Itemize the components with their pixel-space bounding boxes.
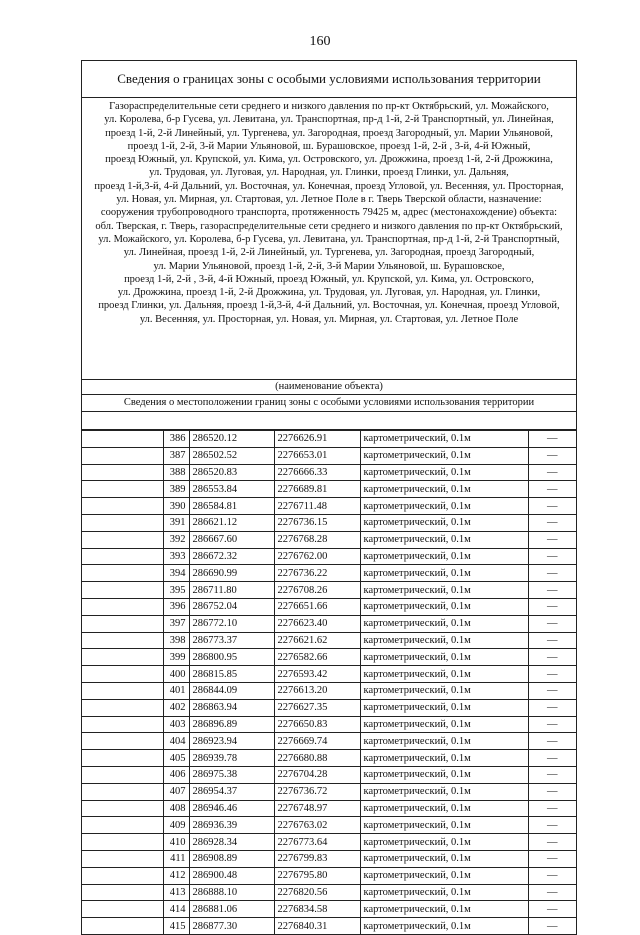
note-cell: — [528,632,576,649]
object-description-line: ул. Марии Ульяновой, проезд 1-й, 2-й, 3-й Марии Ульяновой, ш. Бурашовское, [153,260,505,272]
method-cell: картометрический, 0.1м [360,918,528,935]
table-row [82,867,576,884]
point-number-cell: 393 [163,548,189,565]
blank-cell [82,582,163,599]
method-cell: картометрический, 0.1м [360,699,528,716]
point-number-cell: 392 [163,531,189,548]
y-coordinate-cell: 2276621.62 [274,632,360,649]
point-number-cell: 395 [163,582,189,599]
y-coordinate-cell: 2276736.72 [274,783,360,800]
point-number-cell: 389 [163,481,189,498]
method-cell: картометрический, 0.1м [360,598,528,615]
point-number-cell: 390 [163,498,189,515]
y-coordinate-cell: 2276704.28 [274,766,360,783]
note-cell: — [528,750,576,767]
table-row [82,766,576,783]
y-coordinate-cell: 2276623.40 [274,615,360,632]
table-row [82,834,576,851]
note-cell: — [528,431,576,448]
x-coordinate-cell: 286815.85 [189,666,274,683]
x-coordinate-cell: 286946.46 [189,800,274,817]
note-cell: — [528,867,576,884]
y-coordinate-cell: 2276820.56 [274,884,360,901]
method-cell: картометрический, 0.1м [360,800,528,817]
table-row [82,699,576,716]
object-description-line: Газораспределительные сети среднего и низкого давления по пр-кт Октябрьский, ул. Можайского, [109,101,549,112]
object-description-line: ул. Линейная, проезд 1-й, 2-й Линейный, ул. Тургенева, ул. Загородная, проезд Загородный, [123,247,535,259]
y-coordinate-cell: 2276651.66 [274,598,360,615]
y-coordinate-cell: 2276736.15 [274,514,360,531]
point-number-cell: 403 [163,716,189,733]
blank-cell [82,750,163,767]
blank-cell [82,464,163,481]
point-number-cell: 386 [163,431,189,448]
table-row [82,884,576,901]
table-row [82,918,576,935]
note-cell: — [528,582,576,599]
method-cell: картометрический, 0.1м [360,750,528,767]
blank-cell [82,699,163,716]
note-cell: — [528,766,576,783]
point-number-cell: 394 [163,565,189,582]
y-coordinate-cell: 2276626.91 [274,431,360,448]
method-cell: картометрический, 0.1м [360,716,528,733]
note-cell: — [528,666,576,683]
point-number-cell: 400 [163,666,189,683]
method-cell: картометрический, 0.1м [360,481,528,498]
blank-cell [82,514,163,531]
method-cell: картометрический, 0.1м [360,431,528,448]
table-row [82,481,576,498]
x-coordinate-cell: 286844.09 [189,682,274,699]
note-cell: — [528,447,576,464]
point-number-cell: 406 [163,766,189,783]
x-coordinate-cell: 286520.12 [189,431,274,448]
table-row [82,582,576,599]
method-cell: картометрический, 0.1м [360,498,528,515]
note-cell: — [528,817,576,834]
x-coordinate-cell: 286690.99 [189,565,274,582]
object-description-line: проезд 1-й,3-й, 4-й Дальний, ул. Восточная, ул. Конечная, проезд Угловой, ул. Весенняя, ул. Просторная, [94,180,564,192]
point-number-cell: 397 [163,615,189,632]
x-coordinate-cell: 286773.37 [189,632,274,649]
method-cell: картометрический, 0.1м [360,565,528,582]
object-description-line: проезд Глинки, ул. Дальняя, проезд 1-й,3-й, 4-й Дальний, ул. Восточная, ул. Конечная, проезд Угловой, [98,300,560,312]
x-coordinate-cell: 286900.48 [189,867,274,884]
x-coordinate-cell: 286520.83 [189,464,274,481]
table-row [82,817,576,834]
blank-cell [82,682,163,699]
x-coordinate-cell: 286711.80 [189,582,274,599]
point-number-cell: 414 [163,901,189,918]
blank-cell [82,447,163,464]
y-coordinate-cell: 2276593.42 [274,666,360,683]
note-cell: — [528,918,576,935]
y-coordinate-cell: 2276666.33 [274,464,360,481]
note-cell: — [528,733,576,750]
note-cell: — [528,716,576,733]
method-cell: картометрический, 0.1м [360,850,528,867]
method-cell: картометрический, 0.1м [360,514,528,531]
object-label: (наименование объекта) [82,379,576,394]
method-cell: картометрический, 0.1м [360,447,528,464]
object-description-line: сооружения трубопроводного транспорта, протяженность 79425 м, адрес (местонахождение) объекта: [100,207,558,219]
x-coordinate-cell: 286502.52 [189,447,274,464]
object-description-line: обл. Тверская, г. Тверь, газораспределительные сети среднего и низкого давления по пр-кт Октябрьский, [95,220,563,232]
note-cell: — [528,531,576,548]
method-cell: картометрический, 0.1м [360,666,528,683]
x-coordinate-cell: 286881.06 [189,901,274,918]
blank-cell [82,565,163,582]
note-cell: — [528,615,576,632]
method-cell: картометрический, 0.1м [360,884,528,901]
table-row [82,783,576,800]
point-number-cell: 407 [163,783,189,800]
table-row [82,733,576,750]
y-coordinate-cell: 2276582.66 [274,649,360,666]
x-coordinate-cell: 286888.10 [189,884,274,901]
object-description-line: проезд 1-й, 2-й Линейный, ул. Тургенева, ул. Загородная, проезд Загородный, ул. Марии Ульяновой, [105,127,553,139]
x-coordinate-cell: 286923.94 [189,733,274,750]
table-row [82,565,576,582]
point-number-cell: 391 [163,514,189,531]
y-coordinate-cell: 2276834.58 [274,901,360,918]
x-coordinate-cell: 286621.12 [189,514,274,531]
point-number-cell: 388 [163,464,189,481]
method-cell: картометрический, 0.1м [360,531,528,548]
zone-boundaries-table [81,60,577,935]
y-coordinate-cell: 2276708.26 [274,582,360,599]
object-description-line: ул. Весенняя, ул. Просторная, ул. Новая, ул. Мирная, ул. Стартовая, ул. Летное Поле [139,313,519,325]
object-description-line: проезд 1-й, 2-й , 3-й, 4-й Южный, проезд Южный, ул. Крупской, ул. Кима, ул. Островского, [124,273,534,285]
table-row [82,531,576,548]
y-coordinate-cell: 2276653.01 [274,447,360,464]
table-row [82,548,576,565]
blank-cell [82,834,163,851]
table-row [82,514,576,531]
y-coordinate-cell: 2276627.35 [274,699,360,716]
point-number-cell: 415 [163,918,189,935]
note-cell: — [528,834,576,851]
y-coordinate-cell: 2276762.00 [274,548,360,565]
table-row [82,447,576,464]
zone-title: Сведения о границах зоны с особыми условиями использования территории [82,61,576,98]
note-cell: — [528,565,576,582]
x-coordinate-cell: 286939.78 [189,750,274,767]
note-cell: — [528,498,576,515]
object-description-line: проезд 1-й, 2-й, 3-й Марии Ульяновой, ш. Бурашовское, проезд 1-й, 2-й , 3-й, 4-й Южный, [127,140,531,152]
table-row [82,666,576,683]
object-description-line: ул. Можайского, ул. Королева, б-р Гусева, ул. Левитана, ул. Транспортная, пр-д 1-й, 2-й Транспортный, [98,233,560,245]
point-number-cell: 402 [163,699,189,716]
point-number-cell: 401 [163,682,189,699]
x-coordinate-cell: 286752.04 [189,598,274,615]
method-cell: картометрический, 0.1м [360,464,528,481]
y-coordinate-cell: 2276650.83 [274,716,360,733]
note-cell: — [528,598,576,615]
x-coordinate-cell: 286672.32 [189,548,274,565]
blank-cell [82,733,163,750]
y-coordinate-cell: 2276795.80 [274,867,360,884]
point-number-cell: 411 [163,850,189,867]
x-coordinate-cell: 286908.89 [189,850,274,867]
object-description-line: ул. Новая, ул. Мирная, ул. Стартовая, ул. Летное Поле в г. Тверь Тверской области, назначение: [116,194,542,206]
table-row [82,750,576,767]
method-cell: картометрический, 0.1м [360,682,528,699]
blank-cell [82,548,163,565]
method-cell: картометрический, 0.1м [360,766,528,783]
table-row [82,682,576,699]
blank-cell [82,615,163,632]
y-coordinate-cell: 2276768.28 [274,531,360,548]
note-cell: — [528,699,576,716]
x-coordinate-cell: 286928.34 [189,834,274,851]
y-coordinate-cell: 2276680.88 [274,750,360,767]
blank-cell [82,783,163,800]
blank-cell [82,531,163,548]
method-cell: картометрический, 0.1м [360,834,528,851]
note-cell: — [528,901,576,918]
object-description-line: ул. Трудовая, ул. Луговая, ул. Народная, ул. Глинки, проезд Глинки, ул. Дальняя, [149,167,509,179]
object-description-line: ул. Дрожжина, проезд 1-й, 2-й Дрожжина, ул. Трудовая, ул. Луговая, ул. Народная, ул. Глинки, [117,287,541,299]
note-cell: — [528,481,576,498]
point-number-cell: 396 [163,598,189,615]
blank-cell [82,850,163,867]
blank-cell [82,498,163,515]
point-number-cell: 410 [163,834,189,851]
y-coordinate-cell: 2276763.02 [274,817,360,834]
blank-cell [82,867,163,884]
table-row [82,800,576,817]
object-description-line: проезд Южный, ул. Крупской, ул. Кима, ул. Островского, ул. Дрожжина, проезд 1-й, 2-й Дрожжина, [105,154,553,166]
y-coordinate-cell: 2276799.83 [274,850,360,867]
x-coordinate-cell: 286584.81 [189,498,274,515]
note-cell: — [528,649,576,666]
method-cell: картометрический, 0.1м [360,615,528,632]
blank-cell [82,632,163,649]
blank-cell [82,766,163,783]
table-row [82,850,576,867]
x-coordinate-cell: 286936.39 [189,817,274,834]
y-coordinate-cell: 2276840.31 [274,918,360,935]
point-number-cell: 412 [163,867,189,884]
table-row [82,498,576,515]
object-description-line: ул. Королева, б-р Гусева, ул. Левитана, ул. Транспортная, пр-д 1-й, 2-й Транспортный, ул. Линейная, [104,114,554,126]
x-coordinate-cell: 286975.38 [189,766,274,783]
point-number-cell: 387 [163,447,189,464]
note-cell: — [528,682,576,699]
blank-cell [82,800,163,817]
x-coordinate-cell: 286800.95 [189,649,274,666]
method-cell: картометрический, 0.1м [360,867,528,884]
note-cell: — [528,548,576,565]
table-row [82,649,576,666]
page-number: 160 [309,34,331,49]
note-cell: — [528,783,576,800]
blank-cell [82,649,163,666]
coordinates-table [82,430,576,934]
note-cell: — [528,800,576,817]
x-coordinate-cell: 286553.84 [189,481,274,498]
table-row [82,716,576,733]
point-number-cell: 413 [163,884,189,901]
y-coordinate-cell: 2276748.97 [274,800,360,817]
method-cell: картометрический, 0.1м [360,901,528,918]
note-cell: — [528,884,576,901]
object-description [82,98,576,379]
blank-cell [82,817,163,834]
method-cell: картометрический, 0.1м [360,649,528,666]
method-cell: картометрический, 0.1м [360,733,528,750]
blank-cell [82,716,163,733]
blank-cell [82,481,163,498]
y-coordinate-cell: 2276689.81 [274,481,360,498]
location-title: Сведения о местоположении границ зоны с особыми условиями использования территории [82,394,576,412]
x-coordinate-cell: 286877.30 [189,918,274,935]
blank-cell [82,431,163,448]
table-header-spacer [82,412,576,430]
y-coordinate-cell: 2276613.20 [274,682,360,699]
note-cell: — [528,514,576,531]
method-cell: картометрический, 0.1м [360,632,528,649]
method-cell: картометрический, 0.1м [360,548,528,565]
note-cell: — [528,850,576,867]
point-number-cell: 398 [163,632,189,649]
x-coordinate-cell: 286896.89 [189,716,274,733]
blank-cell [82,598,163,615]
point-number-cell: 399 [163,649,189,666]
blank-cell [82,884,163,901]
y-coordinate-cell: 2276711.48 [274,498,360,515]
y-coordinate-cell: 2276736.22 [274,565,360,582]
blank-cell [82,918,163,935]
point-number-cell: 405 [163,750,189,767]
note-cell: — [528,464,576,481]
table-row [82,431,576,448]
x-coordinate-cell: 286667.60 [189,531,274,548]
blank-cell [82,666,163,683]
point-number-cell: 409 [163,817,189,834]
table-row [82,901,576,918]
y-coordinate-cell: 2276773.64 [274,834,360,851]
blank-cell [82,901,163,918]
point-number-cell: 408 [163,800,189,817]
x-coordinate-cell: 286954.37 [189,783,274,800]
table-row [82,464,576,481]
method-cell: картометрический, 0.1м [360,582,528,599]
x-coordinate-cell: 286863.94 [189,699,274,716]
table-row [82,632,576,649]
y-coordinate-cell: 2276669.74 [274,733,360,750]
method-cell: картометрический, 0.1м [360,783,528,800]
table-row [82,598,576,615]
table-row [82,615,576,632]
method-cell: картометрический, 0.1м [360,817,528,834]
point-number-cell: 404 [163,733,189,750]
x-coordinate-cell: 286772.10 [189,615,274,632]
